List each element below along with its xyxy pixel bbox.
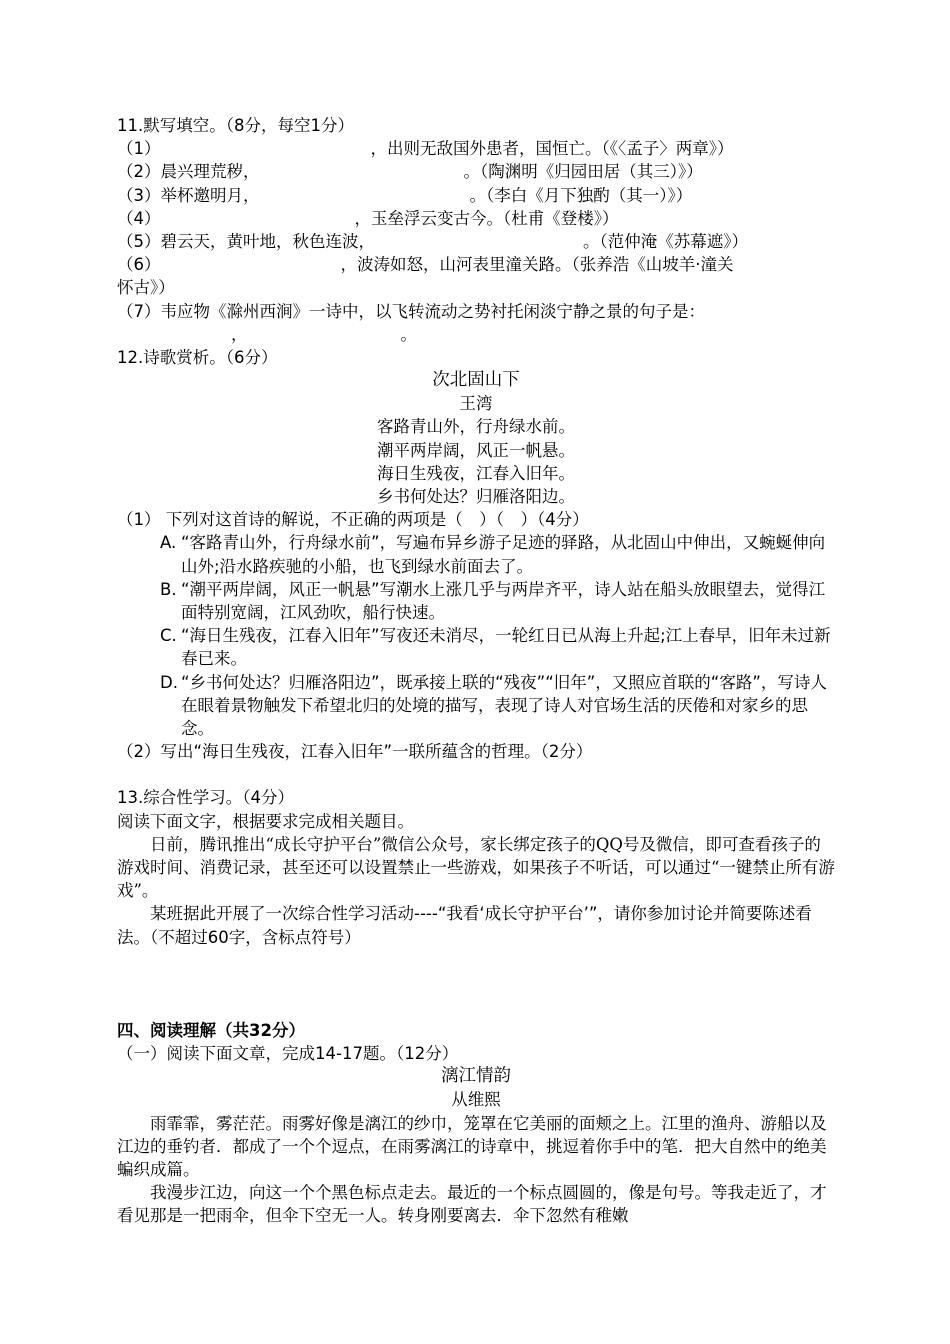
q12-option-c bbox=[117, 624, 835, 670]
q12-option-b bbox=[117, 578, 835, 624]
q13-header: 13.综合性学习。（4分） bbox=[117, 788, 294, 808]
q12-option-a bbox=[117, 531, 835, 577]
essay-para-2: 我漫步江边，向这一个个黑色标点走去。最近的一个标点圆圆的，像是句号。等我走近了，才看见那是一把雨伞，但伞下空无一人。转身刚要离去．伞下忽然有稚嫩 bbox=[117, 1183, 827, 1226]
option-text: “海日生残夜，江春入旧年”写夜还未消尽，一轮红日已从海上升起;江上春早，旧年未过新春已来。 bbox=[181, 626, 831, 669]
poem-line: 客路青山外，行舟绿水前。 bbox=[377, 417, 575, 437]
q11-header: 11.默写填空。（8分，每空1分） bbox=[117, 116, 354, 135]
option-label: C. bbox=[160, 626, 177, 646]
q11-item-5: （5）碧云天，黄叶地，秋色连波， 。（范仲淹《苏幕遮》） bbox=[117, 231, 748, 251]
poem-author: 王湾 bbox=[459, 394, 493, 414]
poem-title: 次北固山下 bbox=[432, 370, 520, 391]
q12-header: 12.诗歌赏析。（6分） bbox=[117, 347, 278, 367]
q13-para-2: 某班据此开展了一次综合性学习活动----“我看‘成长守护平台’”，请你参加讨论并简要陈述看法。（不超过60字，含标点符号） bbox=[117, 904, 812, 947]
q13-intro: 阅读下面文字，根据要求完成相关题目。 bbox=[117, 811, 414, 831]
section-4-part-1: （一）阅读下面文章，完成14-17题。（12分） bbox=[117, 1043, 459, 1063]
q12-sub2: （2）写出“海日生残夜，江春入旧年”一联所蕴含的哲理。（2分） bbox=[117, 742, 593, 762]
essay-title: 漓江情韵 bbox=[441, 1066, 511, 1087]
q11-item-6-cont: 怀古》） bbox=[117, 278, 175, 298]
q11-item-7: （7）韦应物《滁州西涧》一诗中，以飞转流动之势衬托闲淡宁静之景的句子是： bbox=[117, 301, 705, 321]
option-text: “乡书何处达？归雁洛阳边”，既承接上联的“残夜”“旧年”，又照应首联的“客路”，写诗人在眼着景物触发下希望北归的处境的描写，表现了诗人对官场生活的厌倦和对家乡的思念。 bbox=[181, 672, 827, 738]
option-text: “潮平两岸阔，风正一帆悬”写潮水上涨几乎与两岸齐平，诗人站在船头放眼望去，觉得江面特别宽阔，江风劲吹，船行快速。 bbox=[181, 579, 826, 622]
essay-author: 从维熙 bbox=[451, 1090, 501, 1110]
q13-para-1: 日前，腾讯推出“成长守护平台”微信公众号，家长绑定孩子的QQ号及微信，即可查看孩子的游戏时间、消费记录，甚至还可以设置禁止一些游戏，如果孩子不听话，可以通过“一键禁止所有游戏”。 bbox=[117, 834, 835, 901]
option-label: D. bbox=[160, 672, 178, 692]
essay-para-1: 雨霏霏，雾茫茫。雨雾好像是漓江的纱巾，笼罩在它美丽的面颊之上。江里的渔舟、游船以及江边的垂钓者．都成了一个个逗点，在雨雾漓江的诗章中，挑逗着你手中的笔．把大自然中的绝美蝙织成篇。 bbox=[117, 1113, 827, 1179]
poem-line: 乡书何处达？归雁洛阳边。 bbox=[377, 487, 575, 506]
q11-item-4: （4） ，玉垒浮云变古今。（杜甫《登楼》） bbox=[117, 208, 619, 228]
q11-item-7-blanks: ， 。 bbox=[231, 324, 417, 344]
option-text: “客路青山外，行舟绿水前”，写遍布异乡游子足迹的驿路，从北固山中伸出，又蜿蜒伸向山外;沿水路疾驰的小船，也飞到绿水前面去了。 bbox=[181, 533, 826, 576]
option-label: A. bbox=[160, 533, 177, 553]
poem-line: 海日生残夜，江春入旧年。 bbox=[377, 463, 575, 483]
exam-page bbox=[117, 114, 835, 1228]
q11-item-2: （2）晨兴理荒秽， 。（陶渊明《归园田居（其三）》） bbox=[117, 162, 703, 182]
option-label: B. bbox=[160, 579, 177, 599]
q12-sub1: （1） 下列对这首诗的解说，不正确的两项是（ ）（ ）（4分） bbox=[117, 510, 589, 530]
q12-option-d bbox=[117, 671, 835, 741]
q11-item-3: （3）举杯邀明月， 。（李白《月下独酌（其一）》） bbox=[117, 185, 693, 205]
q11-item-1: （1） ，出则无敌国外患者，国恒亡。（《〈孟子〉两章》） bbox=[117, 139, 734, 159]
section-4-header: 四、阅读理解（共32分） bbox=[117, 1020, 305, 1040]
poem-line: 潮平两岸阔，风正一帆悬。 bbox=[377, 440, 575, 460]
q11-item-6: （6） ，波涛如怒，山河表里潼关路。（张养浩《山坡羊·潼关 bbox=[117, 255, 734, 275]
